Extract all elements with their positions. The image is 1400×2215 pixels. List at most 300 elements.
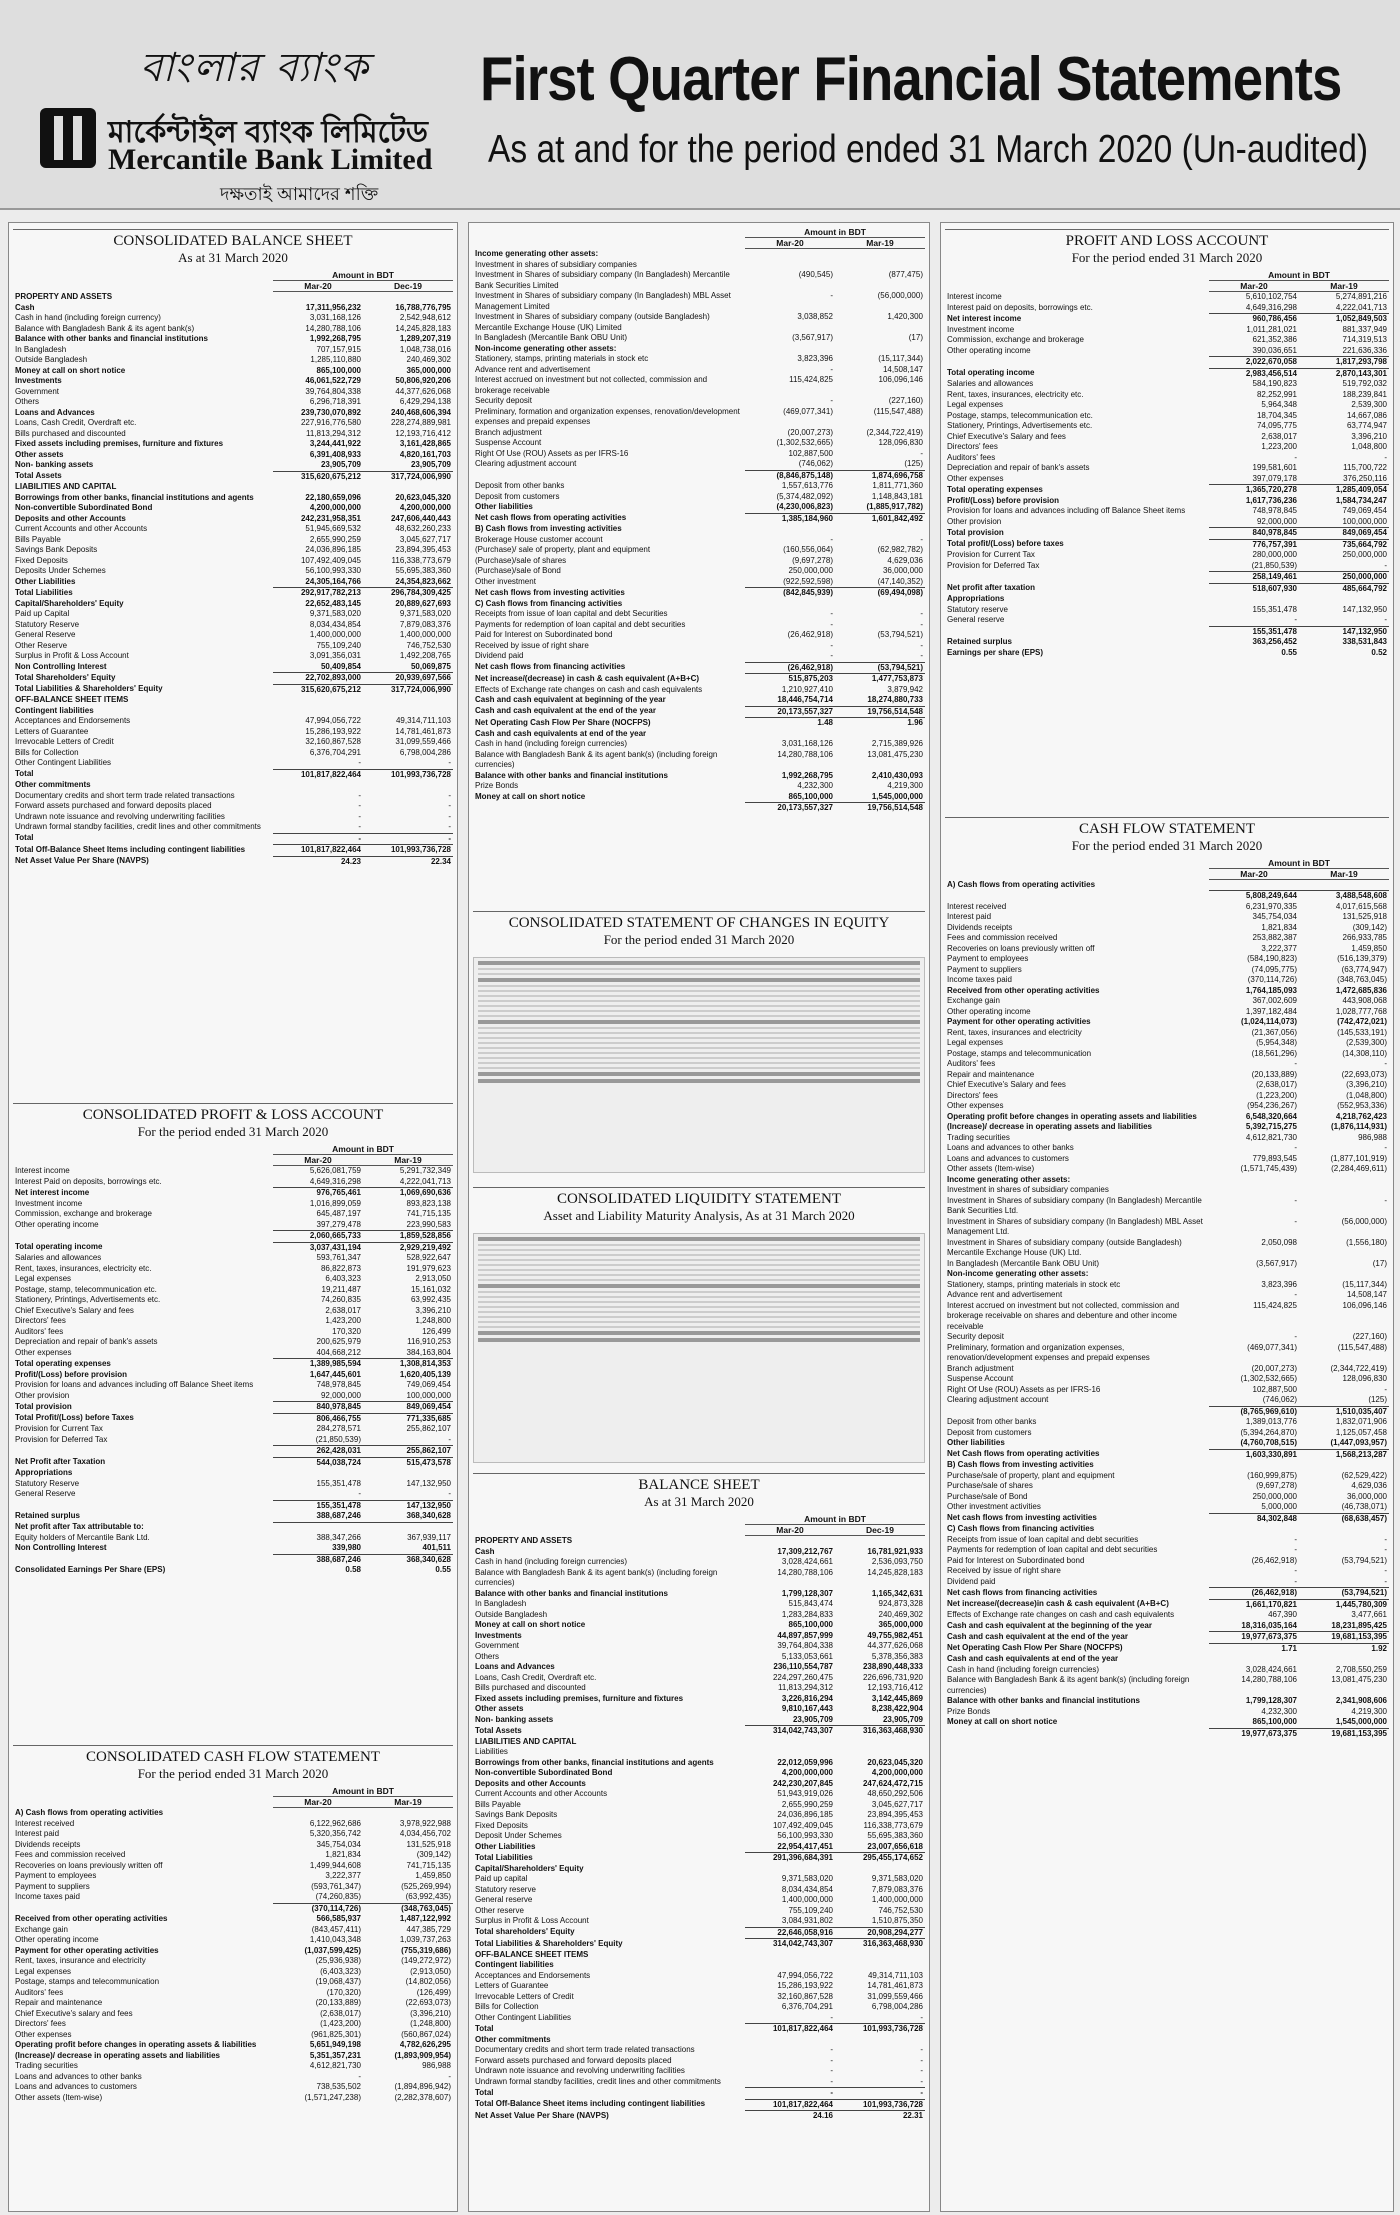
row-label: Loans and Advances bbox=[475, 1662, 555, 1671]
row-value: 14,245,828,183 bbox=[395, 323, 451, 333]
row-value: 315,620,675,212 bbox=[273, 471, 363, 482]
page-title: First Quarter Financial Statements bbox=[480, 45, 1342, 114]
table-row bbox=[13, 1998, 453, 2009]
row-value: 266,933,785 bbox=[1342, 933, 1387, 942]
row-label: Balance with Bangladesh Bank & its agent bank(s) bbox=[15, 323, 195, 333]
table-row bbox=[945, 463, 1389, 474]
table-row bbox=[13, 1892, 453, 1903]
table-row bbox=[473, 2066, 925, 2077]
row-label: Interest paid bbox=[947, 912, 992, 921]
row-label: Net cash flows from investing activities bbox=[475, 587, 625, 597]
row-value: (56,000,000) bbox=[877, 291, 923, 300]
row-value: 748,978,845 bbox=[1252, 506, 1297, 515]
row-value: 56,100,993,330 bbox=[305, 566, 361, 575]
row-value bbox=[1209, 1269, 1299, 1280]
row-value: 5,000,000 bbox=[1261, 1502, 1297, 1511]
table-row bbox=[473, 1842, 925, 1853]
row-value: 92,000,000 bbox=[1256, 516, 1297, 526]
row-value: 314,042,743,307 bbox=[745, 1726, 835, 1737]
table-row bbox=[13, 471, 453, 482]
row-value: 3,142,445,869 bbox=[871, 1693, 923, 1703]
row-value: 24.16 bbox=[745, 2111, 835, 2122]
row-label: Cash and cash equivalent at the end of the year bbox=[947, 1631, 1128, 1641]
table-row bbox=[945, 517, 1389, 528]
row-value: 24,036,896,185 bbox=[305, 545, 361, 554]
row-value: 255,862,107 bbox=[406, 1424, 451, 1433]
table-row bbox=[945, 1449, 1389, 1460]
row-label: Total Off-Balance Sheet Items including contingent liabilities bbox=[15, 844, 246, 854]
row-label: Loans and advances to customers bbox=[947, 1153, 1069, 1163]
row-label: Balance with other banks and financial institutions bbox=[475, 1588, 668, 1598]
row-value: 384,163,804 bbox=[406, 1347, 451, 1357]
row-value: 1,400,000,000 bbox=[781, 1895, 833, 1904]
row-value: 1,545,000,000 bbox=[1335, 1717, 1387, 1726]
row-label: Other assets bbox=[15, 449, 64, 459]
row-label: Received by issue of right share bbox=[475, 640, 589, 650]
row-label: Total provision bbox=[15, 1401, 72, 1411]
row-value: (149,272,972) bbox=[401, 1956, 451, 1965]
row-label: Loans and Advances bbox=[15, 407, 95, 417]
row-label: Other expenses bbox=[947, 473, 1004, 483]
row-label: Profit/(Loss) before provision bbox=[15, 1369, 128, 1379]
row-value: 8,034,434,854 bbox=[781, 1884, 833, 1894]
table-row bbox=[13, 1533, 453, 1544]
row-label: Statutory Reserve bbox=[15, 1478, 80, 1488]
row-value: 806,466,755 bbox=[273, 1413, 363, 1424]
row-value: 116,338,773,679 bbox=[391, 555, 451, 565]
row-value: 12,193,716,412 bbox=[395, 428, 451, 438]
row-value: (160,556,064) bbox=[783, 545, 833, 554]
row-label: Loans and advances to other banks bbox=[15, 2071, 142, 2081]
table-row bbox=[13, 1337, 453, 1348]
row-value: 20,939,697,566 bbox=[363, 673, 453, 685]
row-value: 1,125,057,458 bbox=[1335, 1427, 1387, 1437]
row-label bbox=[945, 357, 1209, 369]
row-value: 32,160,867,528 bbox=[305, 737, 361, 746]
row-value: 22.34 bbox=[363, 856, 453, 867]
row-value: 4,219,300 bbox=[887, 781, 923, 790]
row-value bbox=[745, 1950, 835, 1961]
row-value: 19,977,673,375 bbox=[1209, 1728, 1299, 1739]
row-label: Advance rent and advertisement bbox=[475, 364, 591, 374]
row-value: 3,031,168,126 bbox=[309, 313, 361, 322]
row-label: OFF-BALANCE SHEET ITEMS bbox=[475, 1949, 589, 1959]
row-label: Postage, stamps and telecommunication bbox=[947, 1048, 1092, 1058]
row-label: In Bangladesh (Mercantile Bank OBU Unit) bbox=[947, 1258, 1100, 1268]
row-label: Prize Bonds bbox=[475, 781, 519, 790]
row-value: 106,096,146 bbox=[878, 375, 923, 384]
row-value: (2,282,378,607) bbox=[394, 2092, 451, 2102]
table-row bbox=[945, 1070, 1389, 1081]
table-row bbox=[13, 673, 453, 685]
row-value: 36,000,000 bbox=[882, 566, 923, 575]
row-label: Non- banking assets bbox=[15, 460, 94, 469]
row-value: 4,222,041,713 bbox=[399, 1176, 451, 1186]
row-value: - bbox=[920, 2055, 923, 2065]
table-row bbox=[945, 1599, 1389, 1610]
table-row bbox=[945, 1112, 1389, 1123]
table-row bbox=[945, 933, 1389, 944]
row-value: 2,410,430,093 bbox=[871, 770, 923, 780]
col-header: Mar-20 bbox=[273, 281, 363, 292]
table-row bbox=[473, 1853, 925, 1864]
row-value: 3,823,396 bbox=[797, 354, 833, 363]
row-value: 1,821,834 bbox=[1261, 922, 1297, 932]
row-value bbox=[835, 344, 925, 355]
row-value: - bbox=[358, 801, 361, 810]
table-row bbox=[945, 880, 1389, 891]
row-value: (742,472,021) bbox=[1337, 1017, 1387, 1026]
table-row bbox=[13, 791, 453, 802]
row-value: (469,077,341) bbox=[1247, 1342, 1297, 1352]
row-value: 147,132,950 bbox=[1299, 626, 1389, 637]
row-value: (2,913,050) bbox=[410, 1966, 451, 1976]
row-value: 116,338,773,679 bbox=[863, 1820, 923, 1830]
row-value: 1,289,207,319 bbox=[399, 334, 451, 343]
row-value bbox=[1299, 1524, 1389, 1535]
row-value: 101,817,822,464 bbox=[273, 845, 363, 857]
table-row bbox=[473, 470, 925, 481]
table-row bbox=[473, 1895, 925, 1906]
row-value: 1,661,170,821 bbox=[1209, 1599, 1299, 1610]
row-label: Net profit after taxation bbox=[947, 583, 1036, 592]
table-row bbox=[945, 1101, 1389, 1112]
row-value: 2,929,219,492 bbox=[363, 1242, 453, 1253]
row-label: Profit/(Loss) before provision bbox=[947, 495, 1060, 505]
table-row bbox=[945, 572, 1389, 584]
row-value: 4,200,000,000 bbox=[399, 503, 451, 512]
row-value: 63,774,947 bbox=[1346, 421, 1387, 430]
row-value: 3,396,210 bbox=[1351, 431, 1387, 441]
table-row bbox=[473, 641, 925, 652]
row-label: Chief Executive's Salary and fees bbox=[947, 1080, 1066, 1089]
row-value bbox=[363, 1468, 453, 1479]
row-label: Other Liabilities bbox=[475, 1841, 536, 1851]
row-label: Auditors' fees bbox=[947, 1059, 996, 1068]
changes-in-equity bbox=[473, 911, 925, 952]
table-row bbox=[13, 1946, 453, 1957]
table-row bbox=[13, 1209, 453, 1220]
row-value bbox=[363, 706, 453, 717]
row-value: 367,939,117 bbox=[407, 1532, 451, 1542]
table-row bbox=[13, 355, 453, 366]
row-value: 48,650,292,506 bbox=[867, 1789, 923, 1798]
row-label: Retained surplus bbox=[947, 637, 1012, 646]
table-row bbox=[945, 400, 1389, 411]
row-label: Forward assets purchased and forward deposits placed bbox=[475, 2055, 672, 2065]
row-value: - bbox=[1384, 1566, 1387, 1575]
row-label: Other Reserve bbox=[15, 640, 68, 650]
row-value: 236,110,554,787 bbox=[773, 1662, 833, 1671]
row-value: 280,000,000 bbox=[1252, 550, 1297, 559]
row-label: Dividend paid bbox=[947, 1576, 996, 1586]
table-row bbox=[13, 748, 453, 759]
row-value: (843,457,411) bbox=[311, 1924, 361, 1934]
row-label: Net cash flows from investing activities bbox=[947, 1513, 1097, 1522]
row-value: - bbox=[1294, 1534, 1297, 1544]
row-label: Non- banking assets bbox=[475, 1714, 554, 1724]
row-value: 1,817,293,798 bbox=[1299, 357, 1389, 369]
row-value: 365,000,000 bbox=[406, 365, 451, 375]
table-row bbox=[473, 344, 925, 355]
row-label: Other reserve bbox=[475, 1905, 524, 1915]
table-row bbox=[13, 812, 453, 823]
row-label: Interest received bbox=[15, 1818, 75, 1828]
row-label bbox=[945, 626, 1209, 637]
col-header: Mar-20 bbox=[273, 1155, 363, 1166]
row-value: 126,499 bbox=[422, 1326, 451, 1336]
row-label: (Purchase)/ sale of property, plant and equipment bbox=[475, 545, 651, 554]
table-row bbox=[473, 771, 925, 782]
row-label: Suspense Account bbox=[475, 438, 542, 447]
row-value: 338,531,843 bbox=[1342, 637, 1387, 646]
row-value bbox=[835, 2035, 925, 2046]
row-label: Purchase/sale of shares bbox=[947, 1481, 1033, 1490]
column-right bbox=[940, 222, 1394, 2212]
row-value: 6,122,962,686 bbox=[309, 1818, 361, 1828]
row-value: 1,423,200 bbox=[325, 1316, 361, 1325]
row-value: 515,843,474 bbox=[788, 1599, 833, 1608]
row-value: 101,993,736,728 bbox=[363, 769, 453, 780]
row-value: 17,311,956,232 bbox=[305, 302, 361, 312]
row-label: Directors' fees bbox=[15, 1316, 66, 1325]
row-value: 20,173,557,327 bbox=[745, 706, 835, 718]
row-value: 23,894,395,453 bbox=[867, 1810, 923, 1819]
row-label: Loans and advances to customers bbox=[15, 2082, 137, 2091]
table-row bbox=[473, 1568, 925, 1589]
row-value: 253,882,387 bbox=[1252, 933, 1297, 942]
table-row bbox=[13, 695, 453, 706]
financial-table bbox=[13, 1166, 453, 1576]
row-label: Interest income bbox=[947, 292, 1002, 301]
row-value: 1,400,000,000 bbox=[399, 630, 451, 639]
row-label: Total bbox=[475, 2023, 494, 2033]
row-value: - bbox=[1294, 1566, 1297, 1575]
row-value: 18,446,754,714 bbox=[777, 695, 833, 704]
row-value: 19,211,487 bbox=[321, 1284, 361, 1294]
table-row bbox=[473, 354, 925, 365]
row-label: PROPERTY AND ASSETS bbox=[475, 1536, 573, 1545]
row-value: 188,239,841 bbox=[1342, 389, 1387, 399]
amount-unit: Amount in BDT bbox=[273, 1144, 453, 1155]
row-value: 49,314,711,103 bbox=[867, 1970, 923, 1980]
row-value: 32,160,867,528 bbox=[777, 1991, 833, 2001]
row-label: Other assets (Item-wise) bbox=[947, 1164, 1035, 1173]
row-value: - bbox=[1294, 1545, 1297, 1554]
row-value: 485,664,792 bbox=[1299, 583, 1389, 594]
row-value: 14,245,828,183 bbox=[867, 1567, 923, 1577]
col-header: Mar-20 bbox=[745, 1525, 835, 1536]
row-label: Preliminary, formation and organization expenses, renovation/development expenses and prepaid expenses bbox=[475, 406, 740, 426]
row-value: 255,862,107 bbox=[363, 1446, 453, 1458]
row-value: 226,696,731,920 bbox=[862, 1672, 923, 1682]
row-label: Undrawn note issuance and revolving underwriting facilities bbox=[475, 2066, 685, 2075]
section-subtitle: For the period ended 31 March 2020 bbox=[137, 1124, 329, 1139]
row-label: Fees and commission received bbox=[947, 933, 1058, 942]
row-value: - bbox=[920, 609, 923, 618]
row-label: Contingent liabilities bbox=[15, 705, 94, 715]
row-value: - bbox=[273, 833, 363, 845]
row-value: 3,031,168,126 bbox=[781, 739, 833, 748]
table-row bbox=[473, 1599, 925, 1610]
row-label: Deposit from other banks bbox=[947, 1417, 1037, 1426]
row-value: 4,629,036 bbox=[887, 555, 923, 565]
page-subtitle: As at and for the period ended 31 March 2020 (Un-audited) bbox=[488, 128, 1369, 171]
row-value: 128,096,830 bbox=[878, 438, 923, 447]
section-subtitle: For the period ended 31 March 2020 bbox=[137, 1766, 329, 1781]
row-label: Total Liabilities & Shareholders' Equity bbox=[15, 684, 163, 693]
row-label: In Bangladesh bbox=[475, 1599, 527, 1608]
row-value: (2,638,017) bbox=[320, 2008, 361, 2018]
table-row bbox=[13, 856, 453, 867]
row-value: (62,529,422) bbox=[1341, 1470, 1387, 1480]
row-value: 49,314,711,103 bbox=[395, 716, 451, 725]
row-label: Other commitments bbox=[15, 780, 91, 789]
row-label: Undrawn formal standby facilities, credit lines and other commitments bbox=[475, 2076, 721, 2086]
row-value: 258,149,461 bbox=[1209, 572, 1299, 584]
row-label: Irrevocable Letters of Credit bbox=[15, 737, 114, 746]
table-row bbox=[945, 1610, 1389, 1621]
row-value: (20,007,273) bbox=[787, 427, 833, 437]
section-title: CONSOLIDATED LIQUIDITY STATEMENT bbox=[473, 1187, 925, 1208]
row-label bbox=[13, 1500, 273, 1511]
row-label: Investments bbox=[15, 376, 62, 385]
row-label: Provision for Deferred Tax bbox=[15, 1434, 108, 1444]
table-row bbox=[13, 535, 453, 546]
row-label: Others bbox=[15, 397, 40, 406]
table-row bbox=[945, 648, 1389, 659]
row-value: - bbox=[448, 822, 451, 831]
row-value: 147,132,950 bbox=[406, 1478, 451, 1488]
row-value: (5,954,348) bbox=[1256, 1038, 1297, 1047]
row-label: Cash and cash equivalents at end of the year bbox=[475, 728, 647, 738]
row-value: (26,462,918) bbox=[787, 630, 833, 639]
table-row bbox=[945, 1290, 1389, 1301]
row-value: 986,988 bbox=[422, 2061, 451, 2070]
row-label: Deposit Under Schemes bbox=[475, 1831, 562, 1840]
row-label: Other commitments bbox=[475, 2034, 551, 2044]
row-value: 6,798,004,286 bbox=[871, 2002, 923, 2011]
row-value bbox=[835, 1960, 925, 1971]
table-row bbox=[13, 822, 453, 833]
row-label: Cash and cash equivalent at beginning of the year bbox=[475, 695, 666, 704]
row-label: Bills purchased and discounted bbox=[475, 1683, 586, 1692]
table-row bbox=[945, 1665, 1389, 1676]
row-value bbox=[835, 729, 925, 740]
bank-logo-icon bbox=[40, 108, 96, 168]
row-label: Net cash flows from financing activities bbox=[475, 662, 626, 671]
row-label: Payment for other operating activities bbox=[947, 1017, 1091, 1026]
row-value: (53,794,521) bbox=[835, 662, 925, 674]
table-row bbox=[13, 1177, 453, 1188]
row-value: 5,610,102,754 bbox=[1245, 292, 1297, 301]
row-label: Other liabilities bbox=[947, 1438, 1005, 1447]
row-value: (63,992,435) bbox=[405, 1892, 451, 1901]
row-value: (954,236,267) bbox=[1247, 1101, 1297, 1110]
row-value: 3,038,852 bbox=[797, 312, 833, 321]
row-value: 390,036,651 bbox=[1252, 345, 1297, 355]
row-value bbox=[745, 729, 835, 740]
table-row bbox=[473, 556, 925, 567]
row-value: (842,845,939) bbox=[745, 588, 835, 599]
row-value: (1,876,114,931) bbox=[1330, 1122, 1387, 1131]
row-value: 3,084,931,802 bbox=[781, 1916, 833, 1925]
row-value: 1,016,899,059 bbox=[309, 1198, 361, 1208]
row-value: 1,052,849,503 bbox=[1299, 314, 1389, 325]
row-value: (26,462,918) bbox=[745, 662, 835, 674]
row-value: 23,905,709 bbox=[320, 460, 361, 469]
table-row bbox=[473, 459, 925, 470]
table-row bbox=[945, 891, 1389, 902]
row-value: (584,190,823) bbox=[1247, 954, 1297, 963]
table-row bbox=[945, 1577, 1389, 1588]
table-row bbox=[473, 291, 925, 312]
table-row bbox=[945, 1028, 1389, 1039]
section-subtitle: For the period ended 31 March 2020 bbox=[1071, 838, 1263, 853]
liquidity-table-graphic bbox=[473, 1233, 925, 1463]
amount-unit: Amount in BDT bbox=[745, 1514, 925, 1525]
row-label: Exchange gain bbox=[947, 996, 1000, 1005]
table-row bbox=[473, 2045, 925, 2056]
row-label: Other Liabilities bbox=[15, 576, 76, 586]
row-value: 6,548,320,664 bbox=[1245, 1111, 1297, 1121]
row-value: 1.48 bbox=[745, 718, 835, 729]
row-value: (1,885,917,782) bbox=[866, 502, 923, 511]
consolidated-balance-sheet bbox=[13, 229, 453, 867]
row-label: Bills Payable bbox=[475, 1799, 521, 1809]
section-title: CONSOLIDATED STATEMENT OF CHANGES IN EQUITY bbox=[473, 911, 925, 932]
table-row bbox=[473, 1620, 925, 1631]
row-label: Deposits and other Accounts bbox=[475, 1778, 586, 1788]
row-value: (4,760,708,515) bbox=[1240, 1438, 1297, 1447]
row-value: 116,910,253 bbox=[407, 1337, 451, 1346]
row-value: 1,410,043,348 bbox=[309, 1935, 361, 1944]
row-value: (21,850,539) bbox=[1251, 560, 1297, 570]
table-row bbox=[13, 662, 453, 673]
table-row bbox=[473, 1673, 925, 1684]
row-label: Other operating income bbox=[947, 345, 1031, 355]
row-value: 1,445,780,309 bbox=[1299, 1599, 1389, 1610]
row-label: Undrawn formal standby facilities, credit lines and other commitments bbox=[15, 822, 261, 831]
row-value: - bbox=[830, 609, 833, 618]
consolidated-cash-flow bbox=[13, 1745, 453, 2103]
row-value: 1,397,182,484 bbox=[1245, 1006, 1297, 1016]
row-value: 316,363,468,930 bbox=[835, 1939, 925, 1950]
row-label: Preliminary, formation and organization expenses, renovation/development expenses and prepaid expenses bbox=[947, 1342, 1150, 1362]
row-label: (Increase)/ decrease in operating assets and liabilities bbox=[15, 2050, 220, 2060]
row-label: Received from other operating activities bbox=[15, 1914, 168, 1923]
row-label: Total Liabilities bbox=[15, 587, 73, 597]
table-row bbox=[473, 2111, 925, 2122]
row-value: 779,893,545 bbox=[1252, 1153, 1297, 1163]
table-row bbox=[13, 1850, 453, 1861]
row-label: Right Of Use (ROU) Assets as per IFRS-16 bbox=[475, 448, 629, 458]
row-label: Money at call on short notice bbox=[947, 1717, 1058, 1726]
row-value: (1,556,180) bbox=[1346, 1237, 1387, 1247]
row-label: Provision for loans and advances including off Balance Sheet items bbox=[15, 1380, 254, 1389]
row-value: 345,754,034 bbox=[1252, 912, 1297, 921]
row-value: - bbox=[358, 1489, 361, 1498]
row-value: 5,274,891,216 bbox=[1335, 292, 1387, 301]
row-value: 51,943,919,026 bbox=[777, 1789, 833, 1798]
row-value: 2,708,550,259 bbox=[1335, 1664, 1387, 1674]
row-value: (877,475) bbox=[888, 270, 923, 279]
table-row bbox=[13, 545, 453, 556]
row-label bbox=[13, 1231, 273, 1243]
table-row bbox=[945, 1364, 1389, 1375]
table-row bbox=[945, 605, 1389, 616]
table-row bbox=[945, 1301, 1389, 1333]
